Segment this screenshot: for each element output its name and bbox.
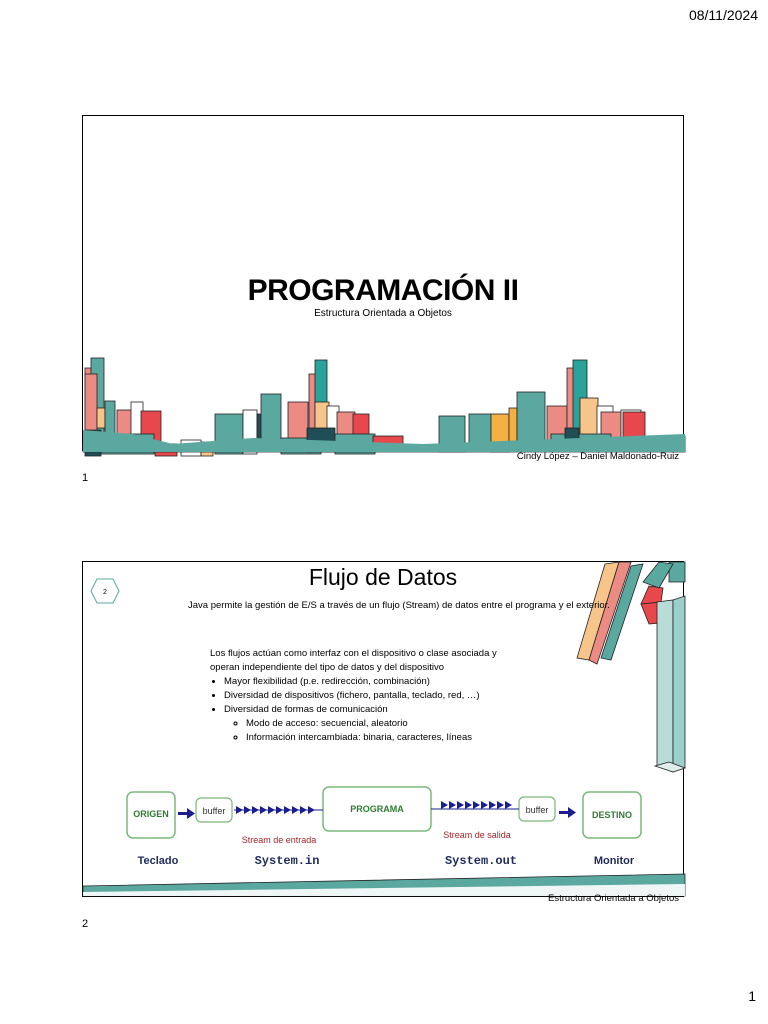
paragraph-line-1: Los flujos actúan como interfaz con el dispositivo o clase asociada y: [210, 648, 497, 659]
page-number: 1: [748, 988, 756, 1004]
bullet-text: Diversidad de formas de comunicación: [224, 704, 388, 715]
buffer-in-label: buffer: [202, 806, 226, 816]
programa-label: PROGRAMA: [350, 804, 404, 814]
slide-1-footer: Cindy López – Daniel Maldonado-Ruiz: [516, 451, 679, 462]
paragraph-line-2: operan independiente del tipo de datos y del dispositivo: [210, 662, 444, 673]
stream-out-label: Stream de salida: [443, 830, 511, 840]
slide-1-subtitle: Estructura Orientada a Objetos: [314, 308, 452, 319]
slide-2-label: 2: [82, 918, 89, 930]
print-date: 08/11/2024: [688, 7, 758, 23]
slide-1-label: 1: [82, 472, 89, 484]
sub-bullet-item: ◦ Modo de acceso: secuencial, aleatorio: [246, 717, 497, 731]
system-in-label: System.in: [254, 854, 320, 868]
stream-flow-diagram: [83, 562, 685, 898]
buffer-out-label: buffer: [525, 805, 549, 815]
monitor-label: Monitor: [593, 855, 635, 867]
slide-1: [82, 115, 684, 462]
slide-2-intro: Java permite la gestión de E/S a través de un flujo (Stream) de datos entre el programa y el exterior.: [188, 600, 610, 611]
bullet-item: • Mayor flexibilidad (p.e. redirección, combinación): [224, 675, 497, 689]
bullet-item: • Diversidad de dispositivos (fichero, pantalla, teclado, red, …): [224, 689, 497, 703]
origen-label: ORIGEN: [133, 809, 169, 819]
slide-2-title: Flujo de Datos: [308, 564, 458, 590]
system-out-label: System.out: [444, 854, 518, 868]
teclado-label: Teclado: [137, 855, 179, 867]
slide-1-title: PROGRAMACIÓN II: [247, 274, 519, 307]
slide-2: [82, 561, 684, 904]
destino-label: DESTINO: [591, 810, 633, 820]
slide-number-badge-text: 2: [103, 589, 107, 596]
sub-bullet-item: ◦ Información intercambiada: binaria, caracteres, líneas: [246, 731, 497, 745]
stream-in-label: Stream de entrada: [241, 835, 317, 845]
slide-2-footer: Estructura Orientada a Objetos: [548, 893, 679, 904]
